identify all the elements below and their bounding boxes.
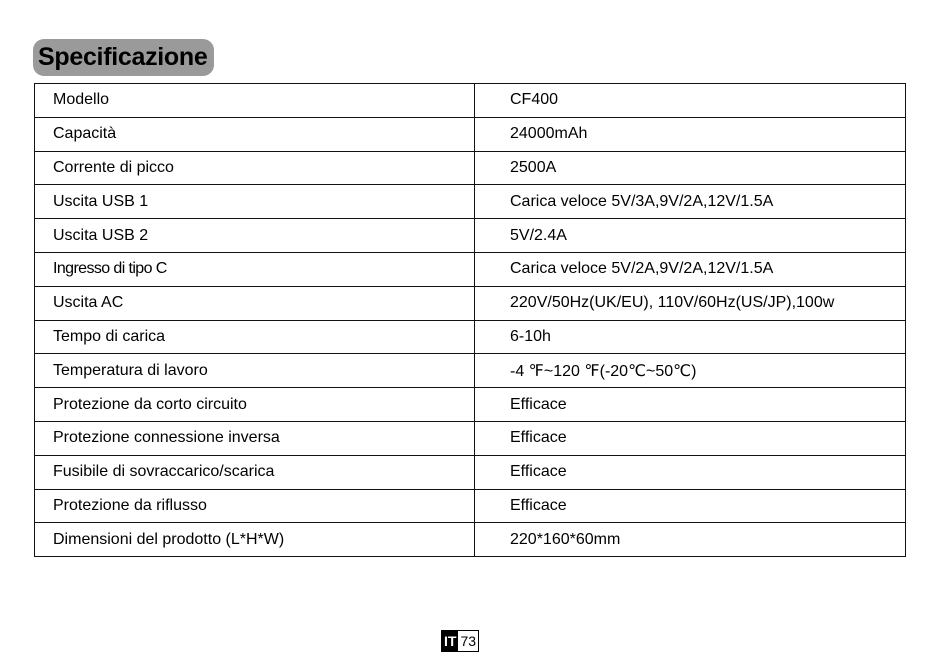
table-row bbox=[35, 286, 906, 320]
language-badge: IT bbox=[444, 633, 457, 649]
table-row bbox=[35, 185, 906, 219]
spec-label: Uscita USB 2 bbox=[35, 219, 475, 253]
spec-value: CF400 bbox=[475, 84, 906, 118]
table-row bbox=[35, 523, 906, 557]
page-number-value: 73 bbox=[460, 633, 477, 649]
specification-table bbox=[34, 83, 906, 557]
table-row bbox=[35, 84, 906, 118]
table-row bbox=[35, 117, 906, 151]
table-row bbox=[35, 354, 906, 388]
spec-value: Carica veloce 5V/2A,9V/2A,12V/1.5A bbox=[475, 252, 906, 286]
table-row bbox=[35, 455, 906, 489]
spec-label: Ingresso di tipo C bbox=[35, 252, 475, 286]
spec-value: Efficace bbox=[475, 489, 906, 523]
table-row bbox=[35, 489, 906, 523]
spec-label: Capacità bbox=[35, 117, 475, 151]
table-row bbox=[35, 320, 906, 354]
spec-label: Dimensioni del prodotto (L*H*W) bbox=[35, 523, 475, 557]
spec-label: Temperatura di lavoro bbox=[35, 354, 475, 388]
spec-label: Uscita AC bbox=[35, 286, 475, 320]
table-row bbox=[35, 151, 906, 185]
spec-label: Fusibile di sovraccarico/scarica bbox=[35, 455, 475, 489]
spec-value: Efficace bbox=[475, 455, 906, 489]
spec-label: Protezione connessione inversa bbox=[35, 421, 475, 455]
section-heading: Specificazione bbox=[33, 39, 214, 76]
spec-value: Efficace bbox=[475, 388, 906, 422]
table-row bbox=[35, 388, 906, 422]
spec-value: Carica veloce 5V/3A,9V/2A,12V/1.5A bbox=[475, 185, 906, 219]
spec-value: 220V/50Hz(UK/EU), 110V/60Hz(US/JP),100w bbox=[475, 286, 906, 320]
spec-label: Protezione da riflusso bbox=[35, 489, 475, 523]
table-row bbox=[35, 421, 906, 455]
spec-value: 6-10h bbox=[475, 320, 906, 354]
spec-label: Uscita USB 1 bbox=[35, 185, 475, 219]
page-number bbox=[441, 630, 479, 652]
table-row bbox=[35, 252, 906, 286]
spec-value: 2500A bbox=[475, 151, 906, 185]
spec-label: Corrente di picco bbox=[35, 151, 475, 185]
spec-label: Tempo di carica bbox=[35, 320, 475, 354]
spec-label: Modello bbox=[35, 84, 475, 118]
table-row bbox=[35, 219, 906, 253]
spec-label: Protezione da corto circuito bbox=[35, 388, 475, 422]
spec-value: 24000mAh bbox=[475, 117, 906, 151]
spec-value: -4 ℉~120 ℉(-20℃~50℃) bbox=[475, 354, 906, 388]
spec-value: 220*160*60mm bbox=[475, 523, 906, 557]
spec-value: 5V/2.4A bbox=[475, 219, 906, 253]
spec-value: Efficace bbox=[475, 421, 906, 455]
